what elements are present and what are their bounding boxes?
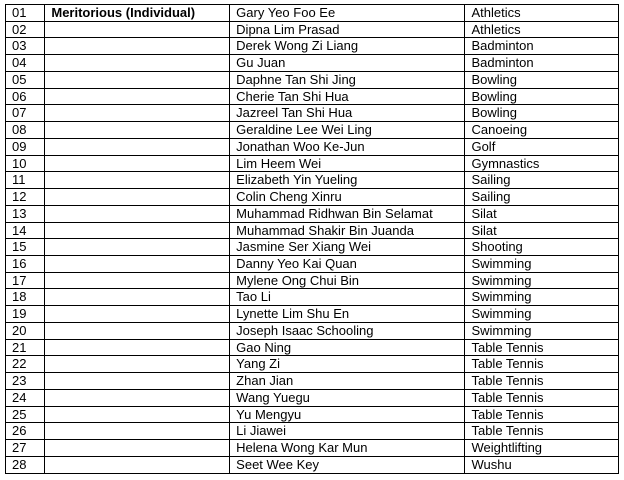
table-row <box>6 373 619 390</box>
table-row <box>6 205 619 222</box>
athlete-name-cell: Gu Juan <box>230 55 465 72</box>
sport-cell: Bowling <box>465 88 619 105</box>
row-number-cell: 25 <box>6 406 45 423</box>
sport-cell: Table Tennis <box>465 356 619 373</box>
table-row <box>6 356 619 373</box>
sport-cell: Swimming <box>465 272 619 289</box>
table-row <box>6 189 619 206</box>
athlete-name-cell: Colin Cheng Xinru <box>230 189 465 206</box>
athlete-name-cell: Muhammad Ridhwan Bin Selamat <box>230 205 465 222</box>
empty-category-cell <box>45 339 230 356</box>
row-number-cell: 04 <box>6 55 45 72</box>
awards-table <box>5 4 619 474</box>
row-number-cell: 07 <box>6 105 45 122</box>
row-number-cell: 27 <box>6 440 45 457</box>
empty-category-cell <box>45 256 230 273</box>
empty-category-cell <box>45 138 230 155</box>
athlete-name-cell: Danny Yeo Kai Quan <box>230 256 465 273</box>
table-row <box>6 172 619 189</box>
athlete-name-cell: Lim Heem Wei <box>230 155 465 172</box>
row-number-cell: 16 <box>6 256 45 273</box>
sport-cell: Athletics <box>465 5 619 22</box>
table-row <box>6 322 619 339</box>
athlete-name-cell: Gao Ning <box>230 339 465 356</box>
table-row <box>6 406 619 423</box>
sport-cell: Silat <box>465 205 619 222</box>
sport-cell: Table Tennis <box>465 406 619 423</box>
athlete-name-cell: Daphne Tan Shi Jing <box>230 71 465 88</box>
athlete-name-cell: Gary Yeo Foo Ee <box>230 5 465 22</box>
empty-category-cell <box>45 373 230 390</box>
athlete-name-cell: Helena Wong Kar Mun <box>230 440 465 457</box>
table-row <box>6 339 619 356</box>
athlete-name-cell: Yang Zi <box>230 356 465 373</box>
sport-cell: Bowling <box>465 71 619 88</box>
award-category-cell: Meritorious (Individual) <box>45 5 230 22</box>
row-number-cell: 14 <box>6 222 45 239</box>
row-number-cell: 28 <box>6 456 45 473</box>
empty-category-cell <box>45 205 230 222</box>
row-number-cell: 11 <box>6 172 45 189</box>
empty-category-cell <box>45 122 230 139</box>
empty-category-cell <box>45 71 230 88</box>
sport-cell: Sailing <box>465 189 619 206</box>
table-row <box>6 272 619 289</box>
row-number-cell: 05 <box>6 71 45 88</box>
row-number-cell: 23 <box>6 373 45 390</box>
athlete-name-cell: Jonathan Woo Ke-Jun <box>230 138 465 155</box>
empty-category-cell <box>45 222 230 239</box>
row-number-cell: 06 <box>6 88 45 105</box>
athlete-name-cell: Geraldine Lee Wei Ling <box>230 122 465 139</box>
empty-category-cell <box>45 289 230 306</box>
table-row <box>6 71 619 88</box>
sport-cell: Swimming <box>465 306 619 323</box>
table-row <box>6 239 619 256</box>
row-number-cell: 03 <box>6 38 45 55</box>
empty-category-cell <box>45 239 230 256</box>
athlete-name-cell: Muhammad Shakir Bin Juanda <box>230 222 465 239</box>
sport-cell: Badminton <box>465 38 619 55</box>
sport-cell: Sailing <box>465 172 619 189</box>
row-number-cell: 17 <box>6 272 45 289</box>
empty-category-cell <box>45 172 230 189</box>
table-row <box>6 122 619 139</box>
table-row <box>6 440 619 457</box>
row-number-cell: 13 <box>6 205 45 222</box>
row-number-cell: 15 <box>6 239 45 256</box>
empty-category-cell <box>45 456 230 473</box>
row-number-cell: 02 <box>6 21 45 38</box>
row-number-cell: 24 <box>6 389 45 406</box>
athlete-name-cell: Jazreel Tan Shi Hua <box>230 105 465 122</box>
athlete-name-cell: Joseph Isaac Schooling <box>230 322 465 339</box>
row-number-cell: 10 <box>6 155 45 172</box>
sport-cell: Canoeing <box>465 122 619 139</box>
row-number-cell: 12 <box>6 189 45 206</box>
row-number-cell: 21 <box>6 339 45 356</box>
athlete-name-cell: Lynette Lim Shu En <box>230 306 465 323</box>
empty-category-cell <box>45 21 230 38</box>
athlete-name-cell: Derek Wong Zi Liang <box>230 38 465 55</box>
sport-cell: Swimming <box>465 322 619 339</box>
row-number-cell: 20 <box>6 322 45 339</box>
sport-cell: Gymnastics <box>465 155 619 172</box>
empty-category-cell <box>45 155 230 172</box>
empty-category-cell <box>45 356 230 373</box>
empty-category-cell <box>45 306 230 323</box>
table-row <box>6 105 619 122</box>
table-row <box>6 389 619 406</box>
sport-cell: Badminton <box>465 55 619 72</box>
row-number-cell: 01 <box>6 5 45 22</box>
sport-cell: Silat <box>465 222 619 239</box>
empty-category-cell <box>45 406 230 423</box>
athlete-name-cell: Jasmine Ser Xiang Wei <box>230 239 465 256</box>
empty-category-cell <box>45 38 230 55</box>
athlete-name-cell: Elizabeth Yin Yueling <box>230 172 465 189</box>
table-row <box>6 138 619 155</box>
empty-category-cell <box>45 189 230 206</box>
awards-table-body <box>6 5 619 474</box>
athlete-name-cell: Zhan Jian <box>230 373 465 390</box>
sport-cell: Table Tennis <box>465 389 619 406</box>
row-number-cell: 26 <box>6 423 45 440</box>
table-row <box>6 155 619 172</box>
athlete-name-cell: Tao Li <box>230 289 465 306</box>
table-row <box>6 306 619 323</box>
sport-cell: Table Tennis <box>465 373 619 390</box>
table-row <box>6 88 619 105</box>
empty-category-cell <box>45 440 230 457</box>
row-number-cell: 18 <box>6 289 45 306</box>
sport-cell: Bowling <box>465 105 619 122</box>
empty-category-cell <box>45 88 230 105</box>
empty-category-cell <box>45 272 230 289</box>
row-number-cell: 08 <box>6 122 45 139</box>
table-row <box>6 222 619 239</box>
sport-cell: Weightlifting <box>465 440 619 457</box>
empty-category-cell <box>45 423 230 440</box>
table-row <box>6 38 619 55</box>
athlete-name-cell: Li Jiawei <box>230 423 465 440</box>
empty-category-cell <box>45 389 230 406</box>
athlete-name-cell: Yu Mengyu <box>230 406 465 423</box>
athlete-name-cell: Dipna Lim Prasad <box>230 21 465 38</box>
table-row <box>6 289 619 306</box>
row-number-cell: 22 <box>6 356 45 373</box>
athlete-name-cell: Cherie Tan Shi Hua <box>230 88 465 105</box>
sport-cell: Wushu <box>465 456 619 473</box>
empty-category-cell <box>45 322 230 339</box>
sport-cell: Athletics <box>465 21 619 38</box>
table-row <box>6 423 619 440</box>
table-row <box>6 21 619 38</box>
sport-cell: Golf <box>465 138 619 155</box>
sport-cell: Table Tennis <box>465 423 619 440</box>
sport-cell: Shooting <box>465 239 619 256</box>
table-row <box>6 55 619 72</box>
row-number-cell: 09 <box>6 138 45 155</box>
empty-category-cell <box>45 105 230 122</box>
table-row <box>6 456 619 473</box>
row-number-cell: 19 <box>6 306 45 323</box>
sport-cell: Table Tennis <box>465 339 619 356</box>
sport-cell: Swimming <box>465 289 619 306</box>
athlete-name-cell: Seet Wee Key <box>230 456 465 473</box>
empty-category-cell <box>45 55 230 72</box>
athlete-name-cell: Wang Yuegu <box>230 389 465 406</box>
table-row <box>6 256 619 273</box>
sport-cell: Swimming <box>465 256 619 273</box>
table-row <box>6 5 619 22</box>
athlete-name-cell: Mylene Ong Chui Bin <box>230 272 465 289</box>
